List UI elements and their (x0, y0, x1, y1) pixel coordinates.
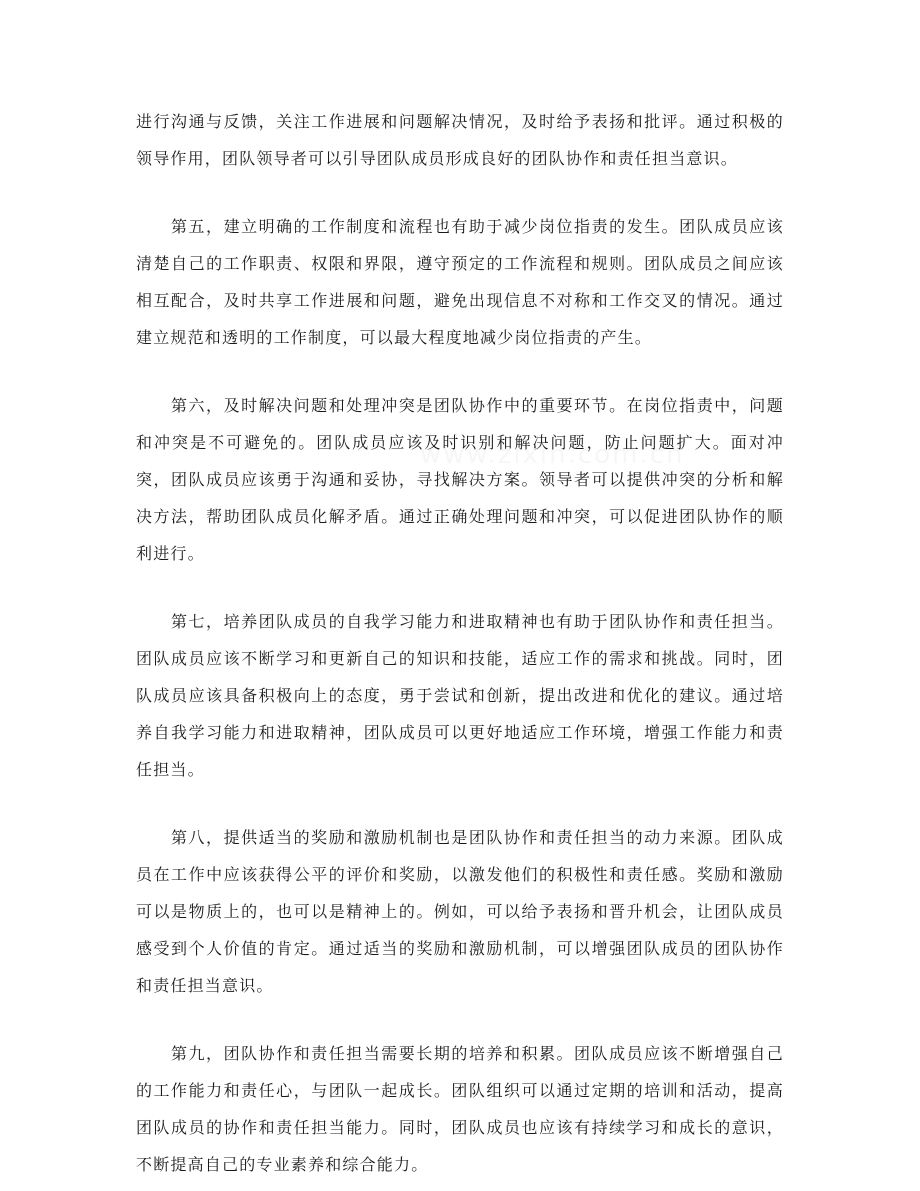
paragraph-sixth: 第六，及时解决问题和处理冲突是团队协作中的重要环节。在岗位指责中，问题和冲突是不可避免的。团队成员应该及时识别和解决问题，防止问题扩大。面对冲突，团队成员应该勇于沟通和妥协，寻找解决方案。领导者可以提供冲突的分析和解决方法，帮助团队成员化解矛盾。通过正确处理问题和冲突，可以促进团队协作的顺利进行。 (136, 396, 784, 563)
paragraph-seventh: 第七，培养团队成员的自我学习能力和进取精神也有助于团队协作和责任担当。团队成员应该不断学习和更新自己的知识和技能，适应工作的需求和挑战。同时，团队成员应该具备积极向上的态度，勇于尝试和创新，提出改进和优化的建议。通过培养自我学习能力和进取精神，团队成员可以更好地适应工作环境，增强工作能力和责任担当。 (136, 612, 784, 779)
paragraph-ninth: 第九，团队协作和责任担当需要长期的培养和积累。团队成员应该不断增强自己的工作能力和责任心，与团队一起成长。团队组织可以通过定期的培训和活动，提高团队成员的协作和责任担当能力。同时，团队成员也应该有持续学习和成长的意识，不断提高自己的专业素养和综合能力。 (136, 1044, 784, 1174)
paragraph-eighth: 第八，提供适当的奖励和激励机制也是团队协作和责任担当的动力来源。团队成员在工作中应该获得公平的评价和奖励，以激发他们的积极性和责任感。奖励和激励可以是物质上的，也可以是精神上的。例如，可以给予表扬和晋升机会，让团队成员感受到个人价值的肯定。通过适当的奖励和激励机制，可以增强团队成员的团队协作和责任担当意识。 (136, 828, 784, 995)
paragraph-fifth: 第五，建立明确的工作制度和流程也有助于减少岗位指责的发生。团队成员应该清楚自己的工作职责、权限和界限，遵守预定的工作流程和规则。团队成员之间应该相互配合，及时共享工作进展和问题，避免出现信息不对称和工作交叉的情况。通过建立规范和透明的工作制度，可以最大程度地减少岗位指责的产生。 (136, 217, 784, 347)
paragraph-continuation: 进行沟通与反馈，关注工作进展和问题解决情况，及时给予表扬和批评。通过积极的领导作用，团队领导者可以引导团队成员形成良好的团队协作和责任担当意识。 (136, 112, 784, 168)
watermark-text (420, 440, 684, 470)
